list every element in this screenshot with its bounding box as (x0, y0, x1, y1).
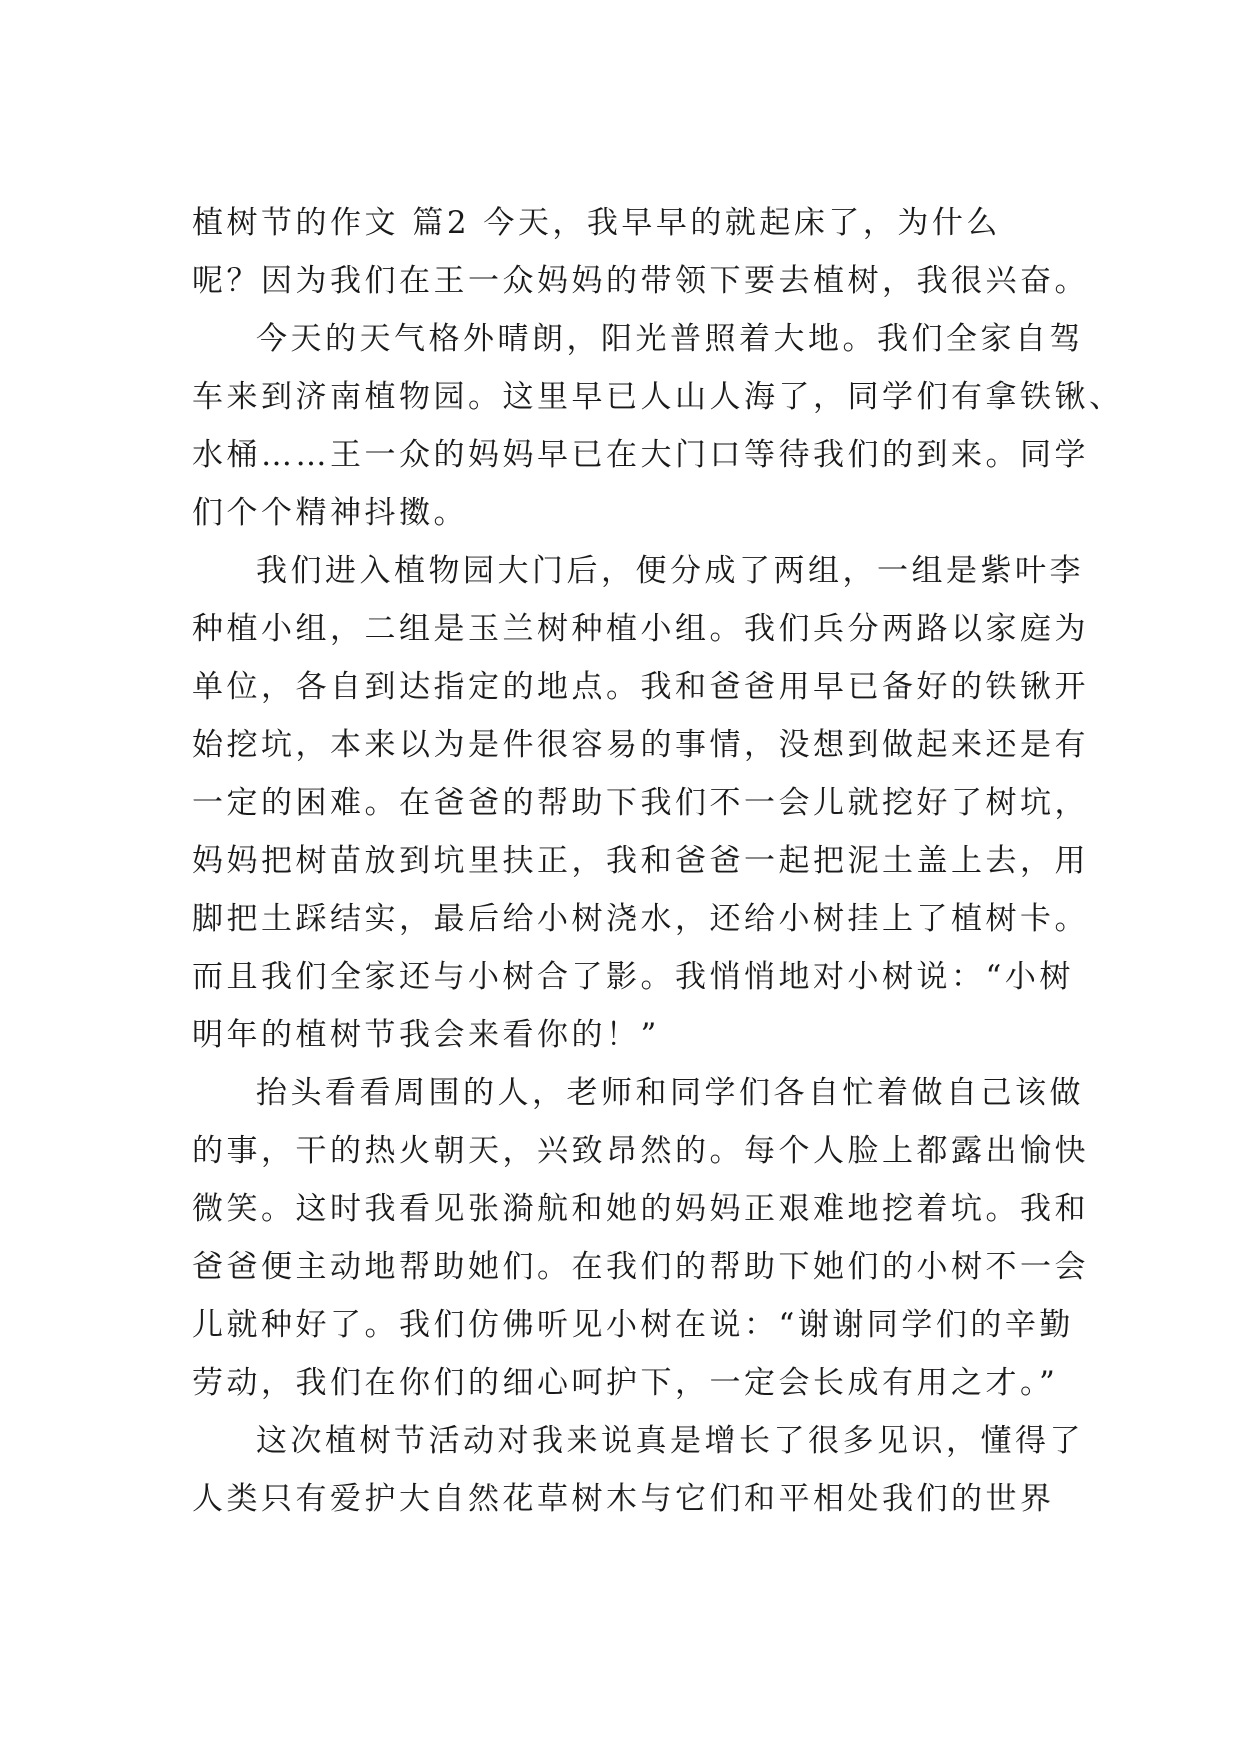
text-line: 今天的天气格外晴朗，阳光普照着大地。我们全家自驾 (256, 321, 1084, 357)
text-line: 始挖坑，本来以为是件很容易的事情，没想到做起来还是有 (192, 727, 1089, 763)
text-line: 我们进入植物园大门后，便分成了两组，一组是紫叶李 (256, 553, 1084, 589)
essay-title-line: 植树节的作文 篇2 今天，我早早的就起床了，为什么 (192, 205, 1001, 241)
text-line: 明年的植树节我会来看你的！” (192, 1017, 660, 1053)
text-line: 脚把土踩结实，最后给小树浇水，还给小树挂上了植树卡。 (192, 901, 1089, 937)
text-line: 车来到济南植物园。这里早已人山人海了，同学们有拿铁锹、 (192, 379, 1124, 415)
text-line: 这次植树节活动对我来说真是增长了很多见识，懂得了 (256, 1423, 1084, 1459)
text-line: 单位，各自到达指定的地点。我和爸爸用早已备好的铁锹开 (192, 669, 1089, 705)
text-line: 微笑。这时我看见张漪航和她的妈妈正艰难地挖着坑。我和 (192, 1191, 1089, 1227)
text-line: 的事，干的热火朝天，兴致昂然的。每个人脸上都露出愉快 (192, 1133, 1089, 1169)
text-line: 一定的困难。在爸爸的帮助下我们不一会儿就挖好了树坑， (192, 785, 1089, 821)
text-line: 呢？因为我们在王一众妈妈的带领下要去植树，我很兴奋。 (192, 263, 1089, 299)
text-line: 劳动，我们在你们的细心呵护下，一定会长成有用之才。” (192, 1365, 1059, 1401)
text-line: 爸爸便主动地帮助她们。在我们的帮助下她们的小树不一会 (192, 1249, 1089, 1285)
text-line: 而且我们全家还与小树合了影。我悄悄地对小树说：“小树 (192, 959, 1074, 995)
text-line: 水桶……王一众的妈妈早已在大门口等待我们的到来。同学 (192, 437, 1089, 473)
text-line: 抬头看看周围的人，老师和同学们各自忙着做自己该做 (256, 1075, 1084, 1111)
essay-body (192, 194, 1124, 1528)
text-line: 人类只有爱护大自然花草树木与它们和平相处我们的世界 (192, 1481, 1055, 1517)
text-line: 儿就种好了。我们仿佛听见小树在说：“谢谢同学们的辛勤 (192, 1307, 1074, 1343)
text-line: 种植小组，二组是玉兰树种植小组。我们兵分两路以家庭为 (192, 611, 1089, 647)
text-line: 妈妈把树苗放到坑里扶正，我和爸爸一起把泥土盖上去，用 (192, 843, 1089, 879)
text-line: 们个个精神抖擞。 (192, 495, 468, 531)
